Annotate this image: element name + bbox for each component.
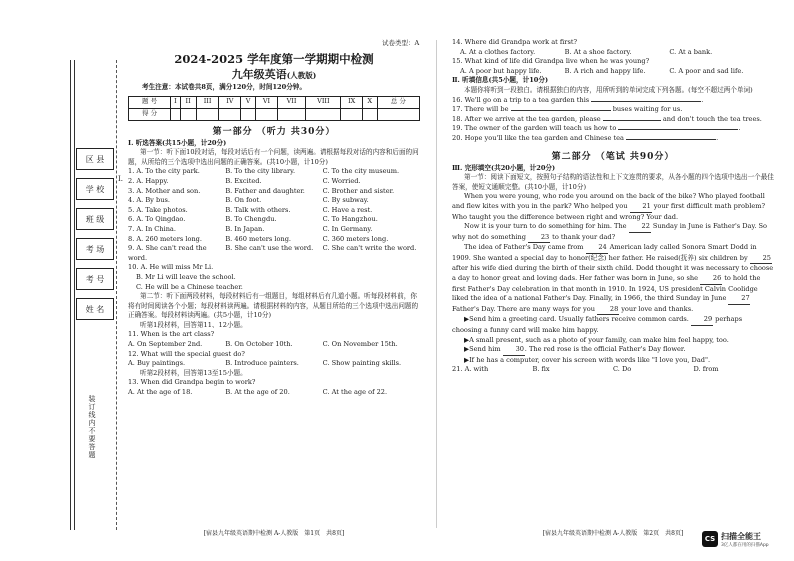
part1-title: 第一部分 （听力 共30分）	[212, 126, 336, 137]
score-header-cell: III	[196, 96, 219, 108]
exam-instructions: 考生注意：本试卷共8页，满分120分，时间120分钟。	[142, 83, 306, 91]
option: C. Have a rest.	[322, 205, 373, 214]
option: B. Introduce painters.	[225, 359, 299, 368]
option: A. At the age of 18.	[128, 388, 193, 397]
score-header-cell: 题 号	[129, 96, 171, 108]
cloze-blank[interactable]: 29	[691, 315, 713, 326]
option: B. fix	[532, 365, 550, 374]
cloze-bullet-present: ▶A small present, such as a photo of your family, can make him feel happy, too.	[464, 335, 729, 344]
scanner-watermark	[702, 528, 784, 550]
score-cell[interactable]	[196, 108, 219, 120]
score-row-label: 得 分	[129, 108, 171, 120]
fill-20-blank[interactable]	[626, 139, 716, 140]
option: B. At the age of 20.	[225, 388, 290, 397]
question-13-options	[128, 388, 420, 398]
cloze-blank[interactable]: 30	[503, 345, 525, 356]
fill-18-text-end: and don't touch the tea trees.	[662, 114, 762, 123]
score-header-cell: X	[362, 96, 377, 108]
cloze-blank[interactable]: 26	[700, 274, 722, 285]
fill-16-text: 16. We'll go on a trip to a tea garden this	[452, 95, 590, 104]
binding-field-district: 区 县	[76, 148, 114, 170]
option: B. Talk with others.	[225, 205, 291, 214]
cloze-blank[interactable]: 23	[528, 233, 550, 244]
passage-text: When you were young, who rode you around on the back of the bike? Who played football and flew kites with you in the park? Who helped you	[452, 192, 765, 210]
option: C. At the age of 22.	[322, 388, 388, 397]
option: B. Excited.	[225, 176, 262, 185]
option: 9. A. She can't read the word.	[128, 244, 207, 262]
option: B. At a shoe factory.	[564, 47, 632, 56]
option: B. 460 meters long.	[225, 234, 292, 243]
section1-part1-desc: 第一节：听下面10段对话，每段对话后有一个问题，读两遍。请根据每段对话的内容和后面的问题，从所给的三个选项中选出问题的正确答案。(共10小题，计10分)	[128, 148, 419, 166]
passage-text: perhaps choosing a funny card will make him happy.	[452, 315, 743, 335]
score-cell[interactable]	[256, 108, 278, 120]
option: C. She can't write the word.	[322, 244, 417, 253]
material1-heading: 听第1段材料，回答第11、12小题。	[140, 320, 247, 329]
question-10-option-b: B. Mr Li will leave the school.	[136, 272, 236, 281]
score-header-cell: 总 分	[377, 96, 419, 108]
left-page-footer: [宿县九年级英语期中检测 A-人教版 第1页 共8页]	[203, 530, 345, 537]
question-14-options	[452, 48, 774, 58]
option: A. Buy paintings.	[128, 359, 186, 368]
score-header-cell: I	[171, 96, 180, 108]
option: 2. A. Happy.	[128, 176, 169, 185]
score-header-cell: VII	[277, 96, 305, 108]
exam-type-label: 试卷类型：A	[382, 39, 420, 47]
cloze-blank[interactable]: 22	[629, 222, 651, 233]
option: C. By subway.	[322, 196, 369, 205]
option: B. On foot.	[225, 196, 262, 205]
binding-field-number: 考 号	[76, 268, 114, 290]
fill-16: 16. We'll go on a trip to a tea garden this .	[452, 95, 704, 104]
question-row	[128, 187, 420, 197]
score-header-cell: VIII	[306, 96, 341, 108]
binding-field-class: 班 级	[76, 208, 114, 230]
scanner-tagline: 3亿人都在用的扫描App	[721, 542, 769, 548]
question-row	[128, 196, 420, 206]
binding-field-school: 学 校	[76, 178, 114, 200]
cloze-blank[interactable]: 27	[728, 294, 750, 305]
question-row	[128, 167, 420, 177]
option: 8. A. 260 meters long.	[128, 234, 203, 243]
cloze-paragraph-3	[452, 243, 774, 315]
score-cell[interactable]	[241, 108, 256, 120]
option: C. On November 15th.	[322, 340, 398, 349]
passage-text: The idea of Father's Day came from	[464, 243, 584, 252]
section3-heading: Ⅲ. 完形填空(共20小题，计20分)	[452, 163, 556, 172]
question-12: 12. What will the special guest do?	[128, 349, 245, 358]
score-header-cell: VI	[256, 96, 278, 108]
subject-name: 九年级英语	[231, 68, 287, 81]
score-cell[interactable]	[180, 108, 196, 120]
camscanner-icon: CS	[702, 531, 718, 547]
fill-19-blank[interactable]	[618, 129, 738, 130]
section3-desc: 第一节：阅读下面短文，按照句子结构的语法性和上下文连贯的要求，从各小题的四个选项中选出一个最佳答案，使短文通顺完整。(共10小题，计10分)	[452, 173, 774, 191]
score-cell[interactable]	[362, 108, 377, 120]
option: C. Show painting skills.	[322, 359, 402, 368]
questions-1-9	[128, 167, 420, 263]
option: B. Father and daughter.	[225, 186, 305, 195]
score-cell[interactable]	[306, 108, 341, 120]
option: 7. A. In China.	[128, 224, 176, 233]
question-row	[128, 235, 420, 245]
fill-18-blank[interactable]	[603, 120, 661, 121]
question-13: 13. When did Grandpa begin to work?	[128, 378, 256, 387]
passage-text: Sunday in June is Father's Day. So why not do something	[452, 222, 768, 241]
option: B. To Chengdu.	[225, 215, 277, 224]
question-row	[128, 206, 420, 216]
cloze-blank[interactable]: 21	[630, 202, 652, 213]
question-21-options	[452, 365, 774, 375]
option: C. A poor and sad life.	[669, 66, 744, 75]
left-page	[128, 52, 420, 398]
option: A. A poor but happy life.	[460, 66, 542, 75]
question-14: 14. Where did Grandpa work at first?	[452, 38, 578, 46]
fill-20: 20. Hope you'll like the tea garden and Chinese tea .	[452, 133, 719, 142]
subject-edition: (人教版)	[286, 71, 317, 80]
score-header-cell: IX	[341, 96, 363, 108]
score-cell[interactable]	[277, 108, 305, 120]
section2-heading: Ⅱ. 听填信息(共5小题，计10分)	[452, 76, 549, 85]
question-row	[128, 215, 420, 225]
passage-text: ▶Send him	[464, 345, 501, 354]
passage-text: to thank your dad?	[552, 232, 616, 241]
fill-19: 19. The owner of the garden will teach us how to .	[452, 124, 741, 133]
option: C. 360 meters long.	[322, 234, 389, 243]
option: C. Worried.	[322, 176, 361, 185]
fill-18	[452, 115, 774, 125]
section1-heading: Ⅰ. 听选答案(共15小题，计20分)	[128, 138, 227, 147]
cloze-bullet-card: ▶Send him a greeting card. Usually fathers receive common cards. 29 perhaps choosing a funny card will make him happy.	[452, 315, 743, 335]
question-15: 15. What kind of life did Grandpa live when he was young?	[452, 57, 650, 66]
option: 5. A. Take photos.	[128, 205, 188, 214]
option: A. On September 2nd.	[128, 340, 203, 349]
option: 4. A. By bus.	[128, 196, 170, 205]
cloze-paragraph-1	[452, 192, 774, 222]
score-cell[interactable]	[171, 108, 180, 120]
passage-text: Father's Day. There are many ways for you	[452, 304, 595, 313]
question-row	[128, 225, 420, 235]
page-divider	[436, 40, 437, 528]
score-table	[128, 96, 420, 121]
option: B. A rich and happy life.	[564, 66, 646, 75]
option: B. She can't use the word.	[225, 244, 314, 253]
side-mark: Ⅰ.	[118, 175, 123, 183]
option: 6. A. To Qingdao.	[128, 215, 186, 224]
passage-text: your first difficult math problem? Who taught you the difference between right and wrong? Your dad.	[452, 201, 766, 221]
cloze-paragraph-2	[452, 222, 774, 243]
option: 1. A. To the city park.	[128, 167, 200, 176]
fill-17-text: 17. There will be	[452, 105, 509, 114]
option: 3. A. Mother and son.	[128, 186, 201, 195]
passage-text: American lady called Sonora Smart Dodd in 1909. She wanted a special day to honor(纪念) her father. He raised(抚养) six children by	[452, 243, 757, 262]
score-header-cell: V	[241, 96, 256, 108]
option: D. from	[693, 365, 719, 374]
option: C. To Hangzhou.	[322, 215, 378, 224]
right-page-footer: [宿县九年级英语期中检测 A-人教版 第2页 共8页]	[542, 530, 684, 537]
right-page	[452, 38, 774, 375]
option: B. On October 10th.	[225, 340, 293, 349]
score-header-cell: II	[180, 96, 196, 108]
score-header-cell: IV	[219, 96, 241, 108]
scanner-text	[721, 531, 769, 548]
option: C. At a bank.	[669, 47, 713, 56]
section1-part2-desc: 第二节：听下面两段材料，每段材料后有一组题目，每组材料后有几道小题。听每段材料前，你将有时间阅读各个小题；每段材料读两遍。请根据材料的内容，从题目所给的三个选项中选出问题的正确答案。每段材料读两遍。(共5小题，计10分)	[128, 292, 419, 320]
option: B. To the city library.	[225, 167, 296, 176]
fill-16-blank[interactable]	[591, 101, 701, 102]
question-10-option-c: C. He will be a Chinese teacher.	[136, 282, 243, 291]
passage-text: after his wife died during the birth of their sixth child. Dodd thought it was necessary to choose a day to honor great and loving dads. Her father was born in June, so she	[452, 264, 774, 283]
fill-17-blank[interactable]	[511, 110, 611, 111]
cloze-blank[interactable]: 25	[750, 254, 772, 265]
option: 21. A. with	[452, 365, 489, 374]
binding-notice: 装订线内不要答题	[88, 395, 96, 459]
scanner-name: 扫描全能王	[721, 531, 761, 541]
passage-text: your love and thanks.	[621, 304, 694, 313]
score-cell[interactable]	[377, 108, 419, 120]
passage-text: . The red rose is the official Father's Day flower.	[524, 345, 686, 354]
binding-margin	[68, 60, 120, 530]
option: C. Do	[613, 365, 632, 374]
passage-text: Send him a greeting card. Usually fathers receive common cards.	[469, 315, 689, 324]
passage-text: Now it is your turn to do something for him. The	[464, 222, 627, 231]
part2-title: 第二部分 （笔试 共90分）	[551, 151, 675, 162]
question-row	[128, 244, 420, 263]
question-10-option-a: 10. A. He will miss Mr Li.	[128, 263, 214, 272]
fill-18-text: 18. After we arrive at the tea garden, please	[452, 114, 601, 123]
option: C. Brother and sister.	[322, 186, 395, 195]
fill-20-text: 20. Hope you'll like the tea garden and Chinese tea	[452, 133, 624, 142]
question-12-options	[128, 359, 420, 369]
fill-19-text: 19. The owner of the garden will teach us how to	[452, 124, 617, 133]
question-row	[128, 177, 420, 187]
passage-text: to hold the first Father's Day celebration in that month in 1910. In 1924, US president Calvin Coolidge liked the idea of a national Father's Day. Finally, in 1966, the third Sunday in June	[452, 274, 761, 303]
cloze-blank[interactable]: 24	[586, 243, 608, 254]
option: C. To the city museum.	[322, 167, 400, 176]
question-11-options	[128, 340, 420, 350]
score-cell[interactable]	[341, 108, 363, 120]
material2-heading: 听第2段材料，回答第13至15小题。	[140, 368, 247, 377]
cloze-blank[interactable]: 28	[597, 305, 619, 316]
exam-subject	[128, 67, 420, 83]
fill-17	[452, 105, 774, 115]
exam-title: 2024-2025 学年度第一学期期中检测	[174, 52, 374, 66]
binding-field-room: 考 场	[76, 238, 114, 260]
binding-field-name: 姓 名	[76, 298, 114, 320]
question-11: 11. When is the art class?	[128, 330, 215, 339]
option: B. In Japan.	[225, 224, 265, 233]
cloze-bullet-flower	[452, 345, 774, 356]
question-15-options	[452, 67, 774, 77]
score-cell[interactable]	[219, 108, 241, 120]
section2-desc: 本题你将听到一段独白。请根据独白的内容，用所听到的单词完成下列各题。(每空不超过两个单词)	[464, 85, 753, 94]
cloze-bullet-computer: ▶If he has a computer, cover his screen with words like "I love you, Dad".	[464, 355, 711, 364]
fill-17-text-end: buses waiting for us.	[612, 105, 683, 114]
option: A. At a clothes factory.	[460, 47, 536, 56]
option: C. In Germany.	[322, 224, 373, 233]
